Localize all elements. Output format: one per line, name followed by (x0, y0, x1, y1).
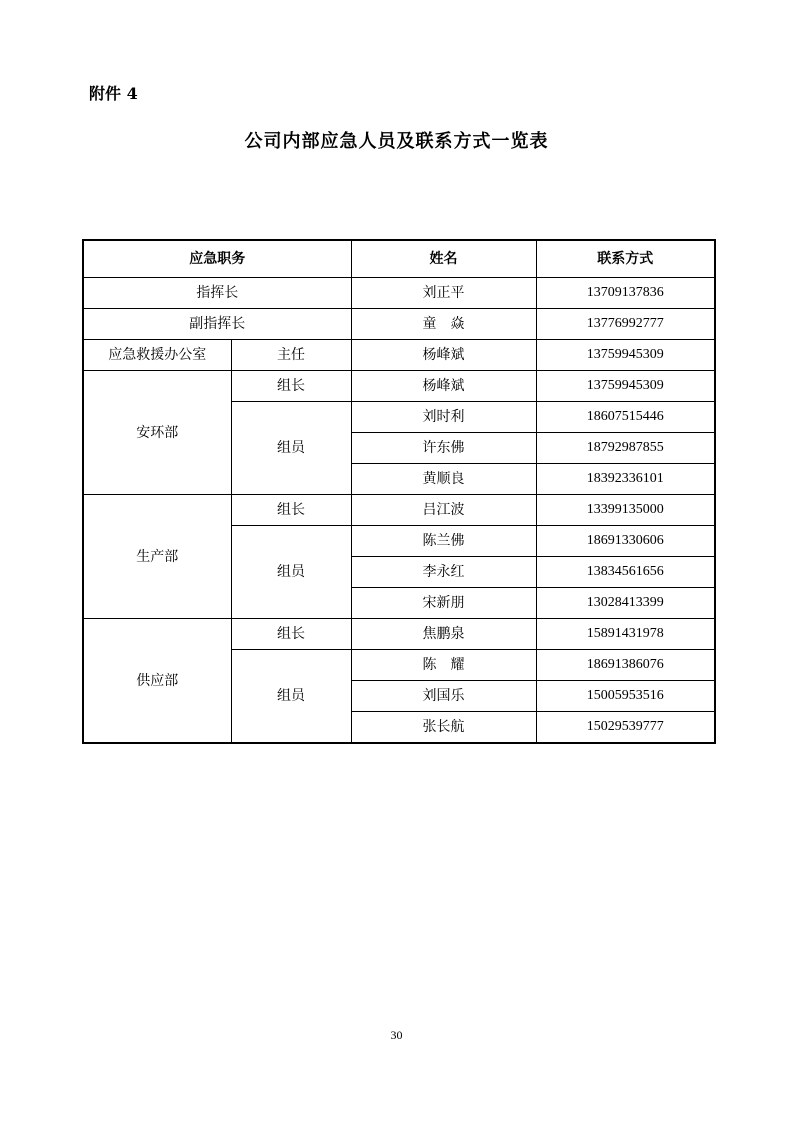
phone-cell: 13399135000 (536, 495, 715, 526)
name-cell: 吕江波 (351, 495, 536, 526)
dept-cell: 供应部 (83, 619, 231, 744)
name-cell: 刘时利 (351, 402, 536, 433)
table-row (83, 619, 715, 650)
name-cell: 童 焱 (351, 309, 536, 340)
name-cell: 陈 耀 (351, 650, 536, 681)
name-cell: 张长航 (351, 712, 536, 744)
phone-cell: 18691386076 (536, 650, 715, 681)
phone-cell: 13759945309 (536, 340, 715, 371)
phone-cell: 18607515446 (536, 402, 715, 433)
phone-cell: 18392336101 (536, 464, 715, 495)
table-row (83, 371, 715, 402)
role-cell: 组员 (231, 526, 351, 619)
phone-cell: 15005953516 (536, 681, 715, 712)
name-cell: 杨峰斌 (351, 340, 536, 371)
role-cell: 副指挥长 (83, 309, 351, 340)
phone-cell: 13028413399 (536, 588, 715, 619)
name-cell: 陈兰佛 (351, 526, 536, 557)
role-cell: 组长 (231, 371, 351, 402)
header-contact: 联系方式 (536, 240, 715, 278)
name-cell: 李永红 (351, 557, 536, 588)
name-cell: 焦鹏泉 (351, 619, 536, 650)
dept-cell: 生产部 (83, 495, 231, 619)
phone-cell: 13759945309 (536, 371, 715, 402)
name-cell: 刘正平 (351, 278, 536, 309)
page-title: 公司内部应急人员及联系方式一览表 (244, 131, 549, 152)
role-cell: 组长 (231, 619, 351, 650)
phone-cell: 18792987855 (536, 433, 715, 464)
phone-cell: 18691330606 (536, 526, 715, 557)
name-cell: 许东佛 (351, 433, 536, 464)
role-cell: 组员 (231, 402, 351, 495)
table-row (83, 278, 715, 309)
page-number: 30 (390, 1028, 403, 1042)
phone-cell: 13776992777 (536, 309, 715, 340)
name-cell: 黄顺良 (351, 464, 536, 495)
table-row (83, 495, 715, 526)
emergency-contacts-table (82, 239, 716, 744)
table-row (83, 340, 715, 371)
name-cell: 杨峰斌 (351, 371, 536, 402)
role-cell: 组员 (231, 650, 351, 744)
name-cell: 宋新朋 (351, 588, 536, 619)
phone-cell: 13834561656 (536, 557, 715, 588)
name-cell: 刘国乐 (351, 681, 536, 712)
table-row (83, 309, 715, 340)
header-role: 应急职务 (83, 240, 351, 278)
role-cell: 组长 (231, 495, 351, 526)
role-cell: 指挥长 (83, 278, 351, 309)
dept-cell: 应急救援办公室 (83, 340, 231, 371)
dept-cell: 安环部 (83, 371, 231, 495)
table-header-row (83, 240, 715, 278)
phone-cell: 15029539777 (536, 712, 715, 744)
role-cell: 主任 (231, 340, 351, 371)
header-name: 姓名 (351, 240, 536, 278)
phone-cell: 15891431978 (536, 619, 715, 650)
attachment-label: 附件 4 (89, 84, 138, 103)
phone-cell: 13709137836 (536, 278, 715, 309)
